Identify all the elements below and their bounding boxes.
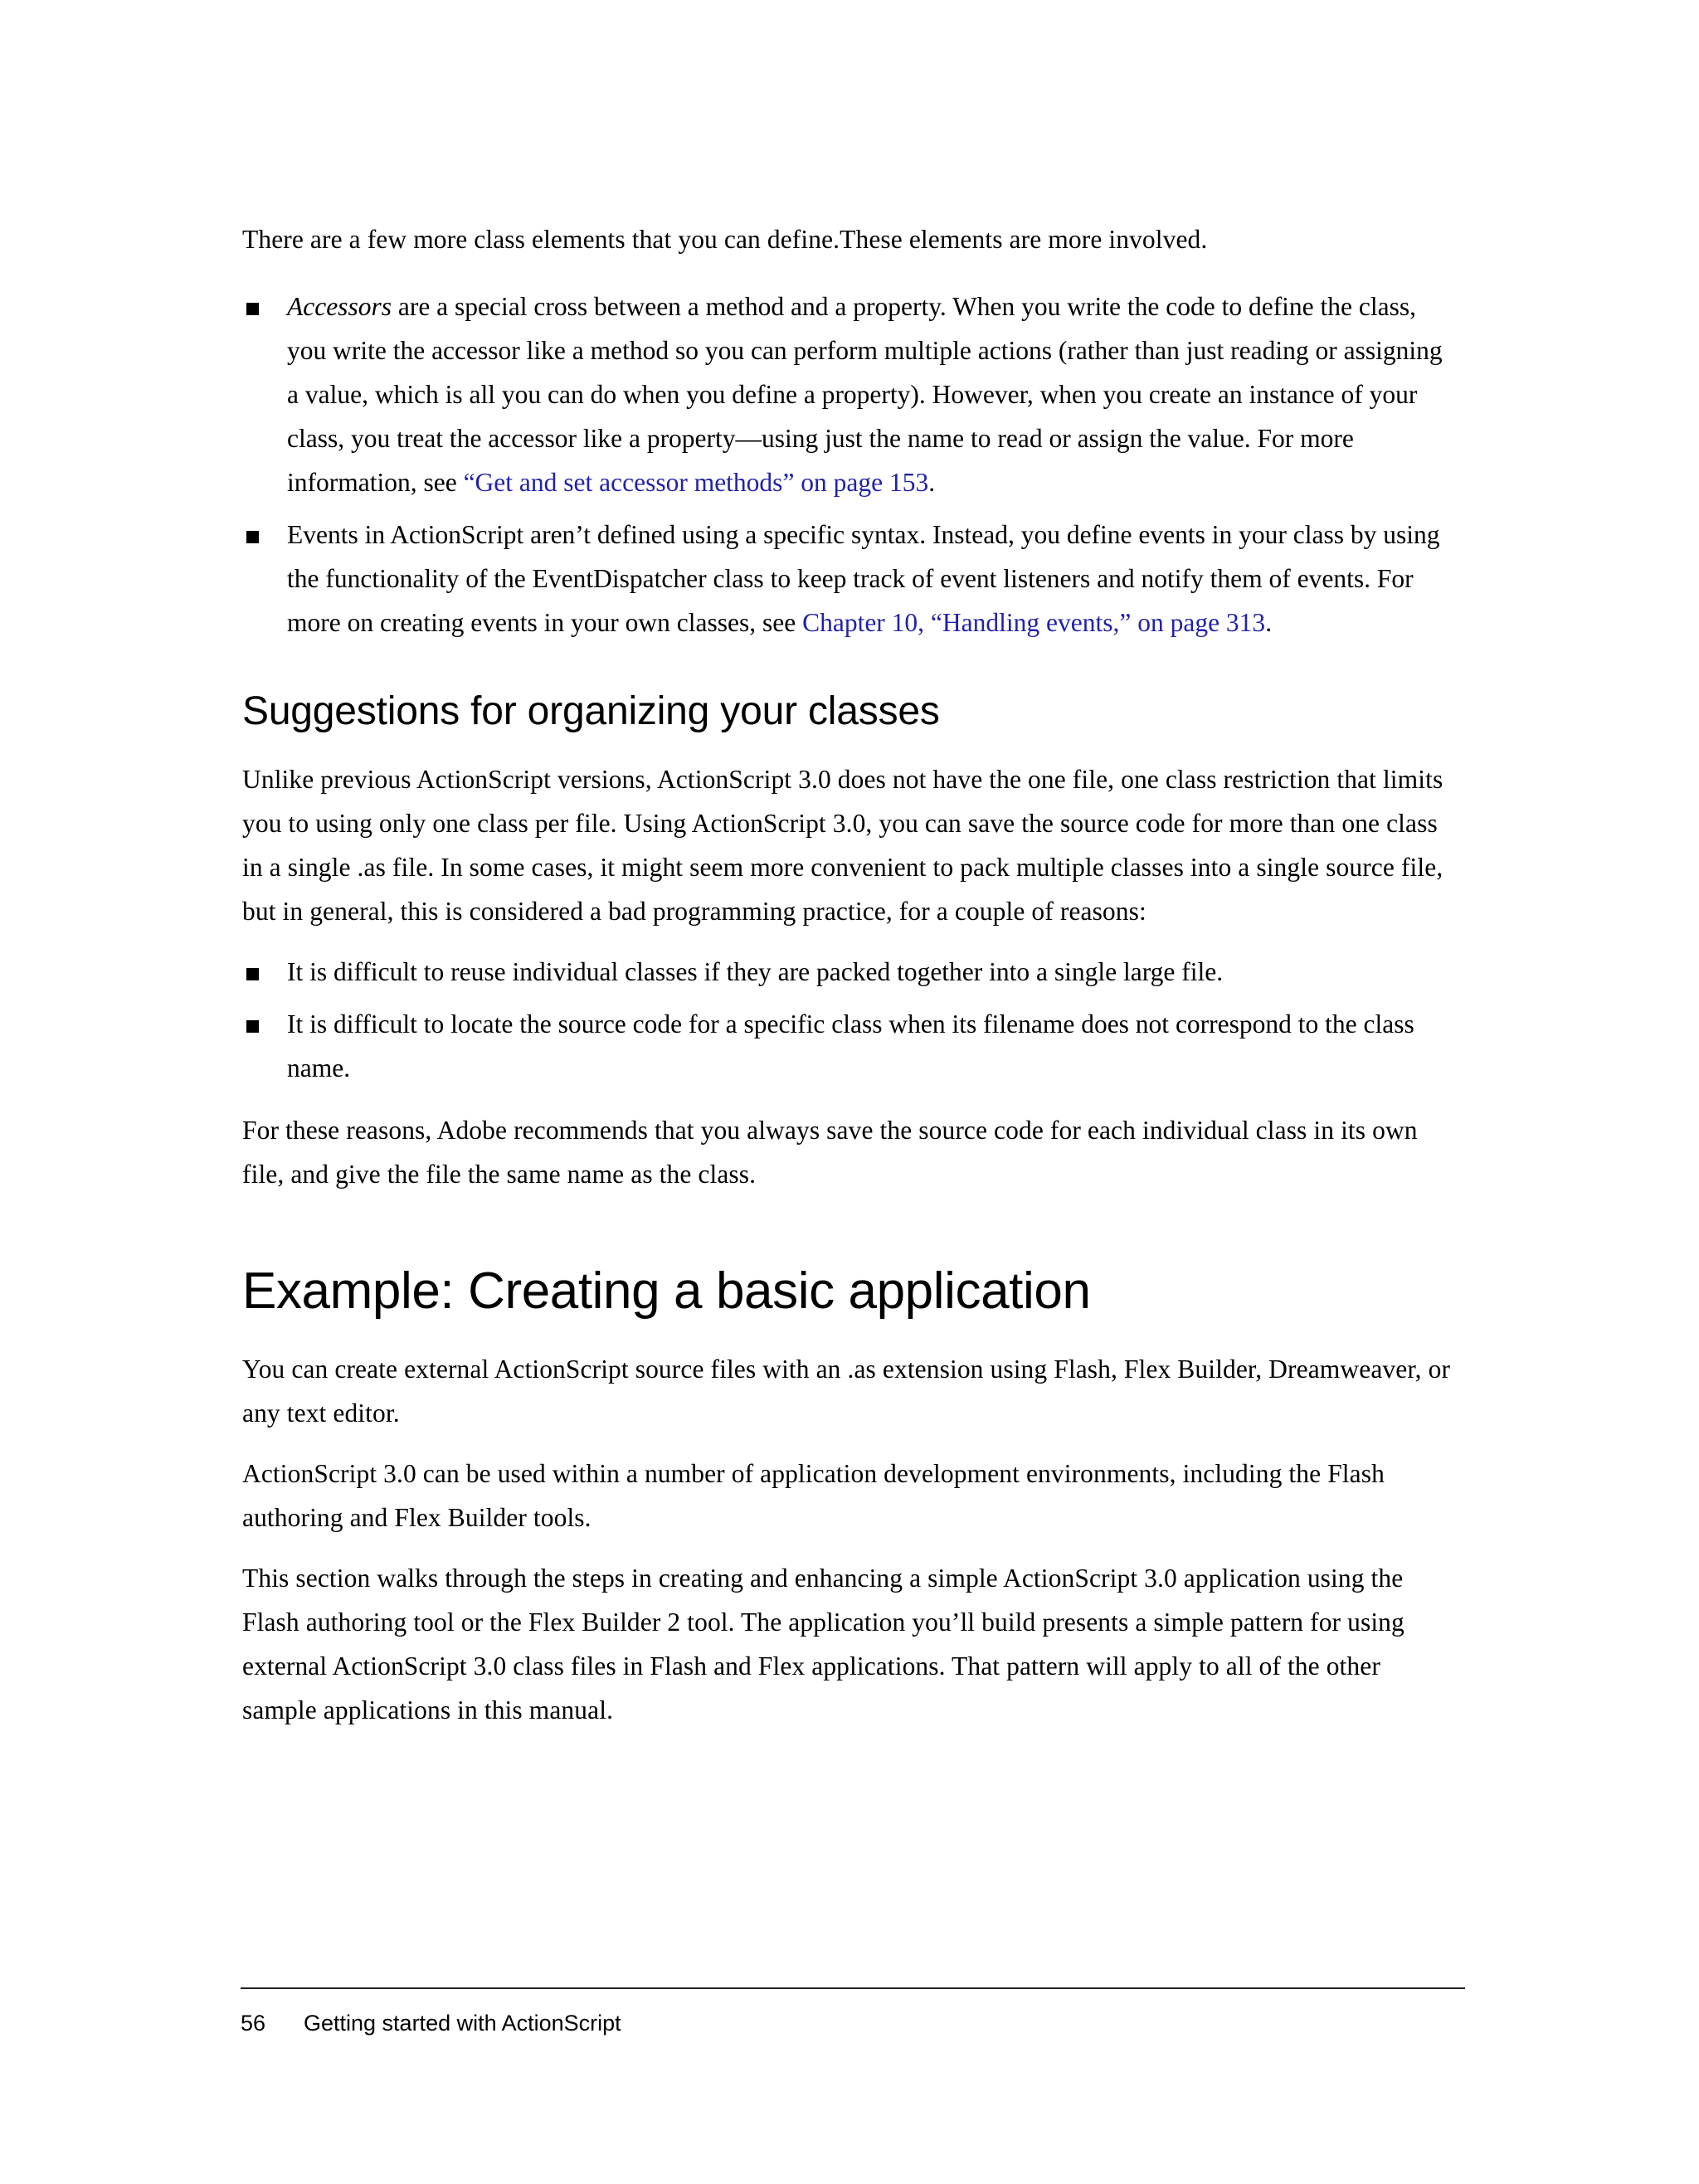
chapter-paragraph-1: You can create external ActionScript source files with an .as extension using Flash, Flex Builder, Dreamweaver, or any text editor.: [242, 1355, 1451, 1428]
bullet-text-before-link: are a special cross between a method and a property. When you write the code to define the class, you write the accessor like a method so you can perform multiple actions (rather than just reading or assigning a value, which is all you can do when you define a property). However, when you create an instance of your class, you treat the accessor like a property—using just the name to read or assign the value. For more information, see: [287, 292, 1443, 497]
bullet-text-before-link: Events in ActionScript aren’t defined using a specific syntax. Instead, you define events in your class by using the functionality of the EventDispatcher class to keep track of event listeners and notify them of events. For more on creating events in your own classes, see: [287, 520, 1440, 637]
square-bullet-icon: [246, 303, 259, 315]
section-bullet-list: [242, 950, 1453, 1090]
section-paragraph: Unlike previous ActionScript versions, ActionScript 3.0 does not have the one file, one class restriction that limits you to using only one class per file. Using ActionScript 3.0, you can save the source code for more than one class in a single .as file. In some cases, it might seem more convenient to pack multiple classes into a single source file, but in general, this is considered a bad programming practice, for a couple of reasons:: [242, 765, 1443, 926]
list-item: [242, 1002, 1453, 1090]
section-heading: Suggestions for organizing your classes: [242, 689, 940, 733]
running-title: Getting started with ActionScript: [304, 2011, 621, 2036]
footer-row: [241, 2011, 1465, 2036]
footer-divider: [241, 1987, 1465, 1989]
list-item-label: It is difficult to reuse individual classes if they are packed together into a single large file.: [287, 957, 1224, 986]
list-item-label: It is difficult to locate the source code for a specific class when its filename does not correspond to the class name.: [287, 1009, 1414, 1082]
square-bullet-icon: [246, 531, 259, 543]
cross-reference-link[interactable]: “Get and set accessor methods” on page 153: [463, 468, 929, 497]
list-item: [242, 950, 1453, 994]
page-number: 56: [241, 2011, 266, 2036]
section-closing-paragraph: For these reasons, Adobe recommends that you always save the source code for each individual class in its own file, and give the file the same name as the class.: [242, 1116, 1418, 1189]
page-footer: [241, 1987, 1465, 2036]
list-item: [242, 285, 1453, 504]
intro-paragraph: There are a few more class elements that you can define.These elements are more involved.: [242, 225, 1208, 254]
intro-bullet-list: [242, 285, 1453, 644]
cross-reference-link[interactable]: Chapter 10, “Handling events,” on page 313: [802, 608, 1266, 637]
square-bullet-icon: [246, 1020, 259, 1033]
square-bullet-icon: [246, 968, 259, 980]
bullet-text-after-link: .: [928, 468, 936, 497]
chapter-heading: Example: Creating a basic application: [242, 1262, 1091, 1320]
page-content: [242, 217, 1453, 1749]
chapter-paragraph-2: ActionScript 3.0 can be used within a number of application development environments, including the Flash authoring and Flex Builder tools.: [242, 1459, 1385, 1532]
bullet-text-after-link: .: [1265, 608, 1273, 637]
bullet-lead-term: Accessors: [287, 292, 392, 321]
list-item: [242, 513, 1453, 644]
chapter-paragraph-3: This section walks through the steps in creating and enhancing a simple ActionScript 3.0 application using the Flash authoring tool or the Flex Builder 2 tool. The application you’ll build presents a simple pattern for using external ActionScript 3.0 class files in Flash and Flex applications. That pattern will apply to all of the other sample applications in this manual.: [242, 1564, 1404, 1724]
